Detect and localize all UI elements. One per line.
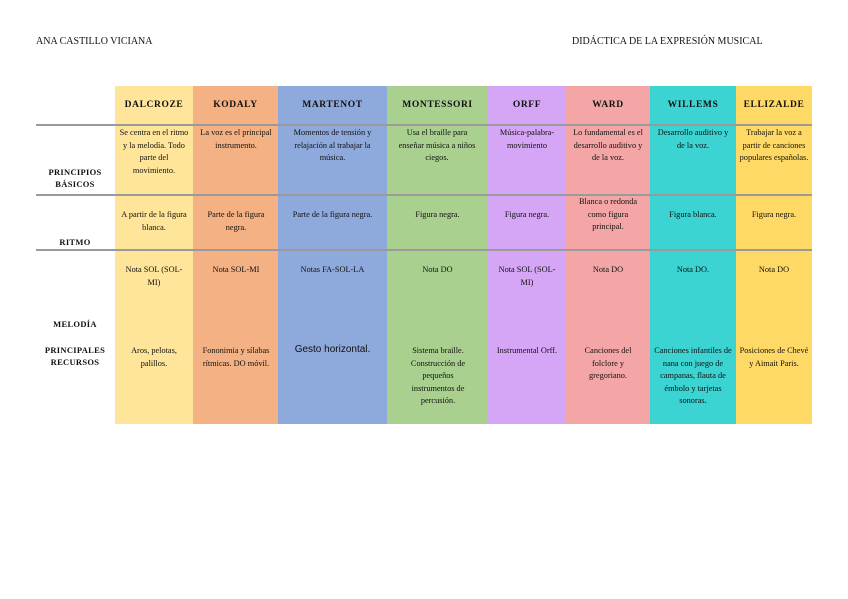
cell-ritmo-ward: Blanca o redonda como figura principal. (578, 197, 638, 232)
cell-principios-martenot: Momentos de tensión y relajación al trabajar la música. (293, 128, 372, 163)
document-subject: DIDÁCTICA DE LA EXPRESIÓN MUSICAL (572, 36, 763, 47)
cell-recursos-kodaly: Fononimia y sílabas rítmicas. DO móvil. (202, 346, 270, 368)
cell-ritmo-ellizalde: Figura negra. (751, 210, 797, 219)
cell-principios-ward: Lo fundamental es el desarrollo auditivo y de la voz. (573, 128, 643, 163)
cell-ritmo-willems: Figura blanca. (669, 210, 717, 219)
cell-principios-ellizalde: Trabajar la voz a partir de canciones populares españolas. (739, 128, 809, 163)
cell-principios-orff: Música-palabra-movimiento (499, 128, 555, 150)
column-header-kodaly: KODALY (213, 100, 258, 110)
cell-recursos-ward: Canciones del folclore y gregoriano. (584, 346, 632, 381)
row-separator (36, 249, 812, 251)
column-header-orff: ORFF (512, 100, 542, 110)
row-label-recursos: PRINCIPALES RECURSOS (44, 345, 106, 367)
cell-melodia-ellizalde: Nota DO (758, 265, 790, 274)
cell-ritmo-kodaly: Parte de la figura negra. (207, 210, 265, 232)
row-separator (36, 194, 812, 196)
cell-ritmo-dalcroze: A partir de la figura blanca. (121, 210, 187, 232)
cell-ritmo-montessori: Figura negra. (415, 210, 460, 219)
cell-principios-kodaly: La voz es el principal instrumento. (200, 128, 272, 150)
cell-principios-montessori: Usa el braille para enseñar música a niños ciegos. (398, 128, 476, 163)
column-header-ellizalde: ELLIZALDE (743, 100, 805, 110)
cell-melodia-martenot: Notas FA-SOL-LA (300, 265, 365, 274)
cell-melodia-dalcroze: Nota SOL (SOL-MI) (125, 265, 183, 287)
cell-recursos-orff: Instrumental Orff. (496, 346, 558, 355)
cell-recursos-martenot: Gesto horizontal. (294, 344, 371, 355)
cell-melodia-montessori: Nota DO (422, 265, 453, 274)
column-header-dalcroze: DALCROZE (124, 100, 184, 110)
cell-recursos-montessori: Sistema braille. Construcción de pequeños instrumentos de percusión. (410, 346, 466, 406)
column-header-ward: WARD (592, 100, 624, 110)
column-header-montessori: MONTESSORI (402, 100, 473, 110)
row-label-ritmo: RITMO (59, 237, 91, 247)
cell-recursos-dalcroze: Aros, pelotas, palillos. (131, 346, 177, 368)
cell-melodia-kodaly: Nota SOL-MI (212, 265, 260, 274)
cell-melodia-ward: Nota DO (592, 265, 624, 274)
author-name: ANA CASTILLO VICIANA (36, 36, 153, 47)
cell-principios-dalcroze: Se centra en el ritmo y la melodía. Todo parte del movimiento. (119, 128, 189, 175)
cell-recursos-ellizalde: Posiciones de Chevé y Aimait Paris. (739, 346, 809, 368)
row-label-melodia: MELODÍA (53, 319, 97, 329)
column-header-willems: WILLEMS (667, 100, 719, 110)
row-separator (36, 124, 812, 126)
cell-recursos-willems: Canciones infantiles de nana con juego de campanas, flauta de émbolo y tarjetas sonoras. (654, 346, 732, 406)
cell-melodia-willems: Nota DO. (676, 265, 710, 274)
cell-principios-willems: Desarrollo auditivo y de la voz. (657, 128, 729, 150)
cell-ritmo-martenot: Parte de la figura negra. (292, 210, 373, 219)
row-label-principios: PRINCIPIOS BÁSICOS (48, 167, 102, 189)
column-header-martenot: MARTENOT (302, 100, 363, 110)
cell-ritmo-orff: Figura negra. (504, 210, 550, 219)
cell-melodia-orff: Nota SOL (SOL-MI) (498, 265, 556, 287)
